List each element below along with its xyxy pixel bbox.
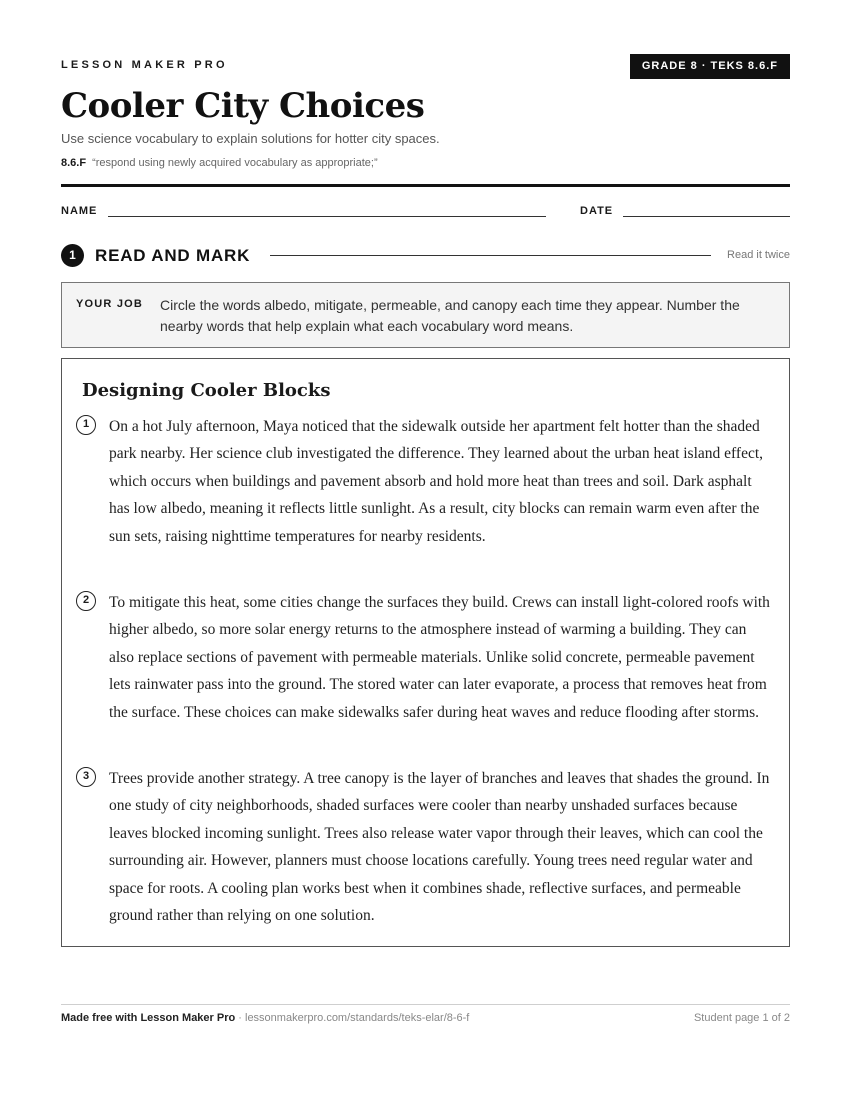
footer-made-with: Made free with Lesson Maker Pro xyxy=(61,1012,236,1024)
instructions-label: YOUR JOB xyxy=(76,298,144,310)
footer-credit xyxy=(61,1012,469,1024)
date-field[interactable] xyxy=(623,216,790,217)
reading-passage xyxy=(61,358,790,947)
paragraph-number: 2 xyxy=(76,591,96,611)
standard-line xyxy=(61,157,378,169)
instructions-text: Circle the words albedo, mitigate, permeable, and canopy each time they appear. Number the nearby words that help explain what each vocabulary word means. xyxy=(160,297,740,334)
section-header xyxy=(61,243,790,268)
section-divider xyxy=(270,255,711,256)
paragraph-number: 3 xyxy=(76,767,96,787)
passage-paragraph: On a hot July afternoon, Maya noticed that the sidewalk outside her apartment felt hotter than the shaded park nearby. Her science club investigated the difference. They learned about the urban heat island effect, which occurs when buildings and pavement absorb and hold more heat than trees and soil. Dark asphalt has low albedo, meaning it reflects little sunlight. As a result, city blocks can remain warm even after the sun sets, raising nighttime temperatures for nearby residents. xyxy=(109,418,764,545)
worksheet-page xyxy=(61,0,790,1100)
name-label: NAME xyxy=(61,205,98,217)
footer-divider xyxy=(61,1004,790,1005)
section-note: Read it twice xyxy=(727,249,790,261)
name-field[interactable] xyxy=(108,216,546,217)
section-number-badge: 1 xyxy=(61,244,84,267)
page-subtitle: Use science vocabulary to explain solutions for hotter city spaces. xyxy=(61,131,440,146)
instructions-box xyxy=(61,282,790,348)
passage-paragraph: To mitigate this heat, some cities change the surfaces they build. Crews can install light-colored roofs with higher albedo, so more solar energy returns to the atmosphere instead of warming a building. They can also replace sections of pavement with permeable materials. Unlike solid concrete, permeable pavement lets rainwater pass into the ground. The stored water can later evaporate, a process that removes heat from the surface. These choices can make sidewalks safer during heat waves and reduce flooding after storms. xyxy=(109,594,770,721)
footer-url[interactable]: lessonmakerpro.com/standards/teks-elar/8-6-f xyxy=(245,1012,470,1024)
footer-separator: · xyxy=(235,1012,245,1024)
passage-paragraph: Trees provide another strategy. A tree canopy is the layer of branches and leaves that shades the ground. In one study of city neighborhoods, shaded surfaces were cooler than nearby unshaded surfaces because leaves blocked incoming sunlight. Trees also release water vapor through their leaves, which can cool the surrounding air. However, planners must choose locations carefully. Young trees need regular water and space for roots. A cooling plan works best when it combines shade, reflective surfaces, and permeable ground rather than relying on one solution. xyxy=(109,770,770,925)
passage-title: Designing Cooler Blocks xyxy=(82,380,331,401)
header-divider xyxy=(61,184,790,187)
name-date-row xyxy=(61,205,790,221)
paragraph-number: 1 xyxy=(76,415,96,435)
section-title: READ AND MARK xyxy=(95,246,251,265)
date-label: DATE xyxy=(580,205,614,217)
standard-text: “respond using newly acquired vocabulary as appropriate;” xyxy=(92,157,378,169)
standard-code: 8.6.F xyxy=(61,157,87,169)
footer-page-label: Student page 1 of 2 xyxy=(693,1012,790,1024)
brand-name: LESSON MAKER PRO xyxy=(61,59,228,71)
grade-badge: GRADE 8 · TEKS 8.6.F xyxy=(630,54,790,79)
page-title: Cooler City Choices xyxy=(61,86,425,126)
